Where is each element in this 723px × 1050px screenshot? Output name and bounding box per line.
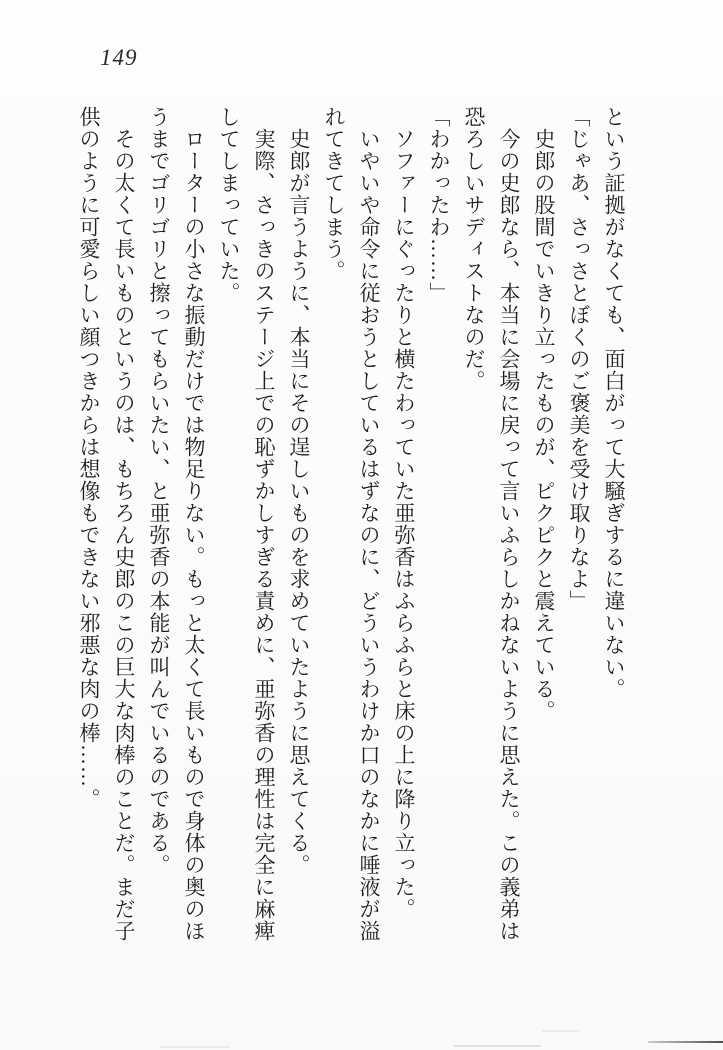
- scan-artifact-smudge: [453, 1045, 541, 1047]
- paragraph: 実際、さっきのステージ上での恥ずかしすぎる責めに、亜弥香の理性は完全に麻痺してしまっていた。: [217, 106, 276, 942]
- paragraph: いやいや命令に従おうとしているはずなのに、どういうわけか口のなかに唾液が溢れてきてしまう。: [322, 106, 381, 942]
- scan-artifact-speck: [542, 1030, 580, 1032]
- paragraph: 史郎が言うように、本当にその逞しいものを求めていたように思えてくる。: [287, 128, 311, 876]
- scan-artifact-smudge: [160, 1046, 230, 1048]
- body-text: [69, 106, 631, 948]
- paragraph: 今の史郎なら、本当に会場に戻って言いふらしかねないように思えた。この義弟は恐ろしいサディストなのだ。: [462, 106, 521, 942]
- page-number: 149: [100, 45, 138, 70]
- paragraph: 「じゃあ、さっさとぼくのご褒美を受け取りなよ」: [567, 106, 591, 612]
- paragraph: 史郎の股間でいきり立ったものが、ピクピクと震えている。: [532, 128, 556, 722]
- paragraph: ソファーにぐったりと横たわっていた亜弥香はふらふらと床の上に降り立った。: [392, 128, 416, 920]
- paragraph: という証拠がなくても、面白がって大騒ぎするに違いない。: [602, 106, 626, 700]
- scan-artifact-line: [648, 1041, 723, 1043]
- paragraph: 「わかったわ……」: [427, 106, 451, 304]
- paragraph: ローターの小さな振動だけでは物足りない。もっと太くて長いもので身体の奥のほうまでゴリゴリと擦ってもらいたい、と亜弥香の本能が叫んでいるのである。: [147, 106, 206, 942]
- paragraph: その太くて長いものというのは、もちろん史郎のこの巨大な肉棒のことだ。まだ子供のように可愛らしい顔つきからは想像もできない邪悪な肉の棒……。: [77, 106, 136, 942]
